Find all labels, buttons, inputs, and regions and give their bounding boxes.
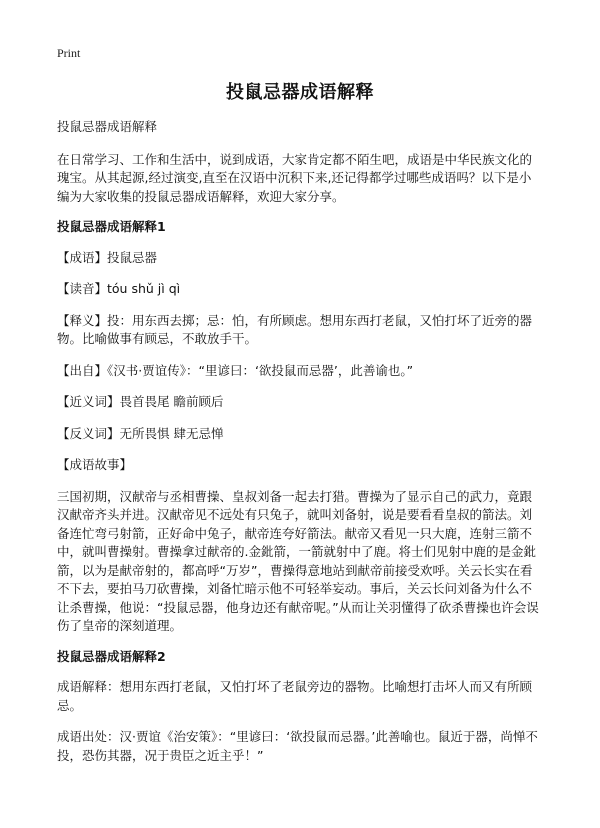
idiom-field: 【成语】投鼠忌器 <box>57 249 158 265</box>
meaning-field: 【释义】投：用东西去掷；忌：怕，有所顾虑。想用东西打老鼠，又怕打坏了近旁的器物。比喻做事有顾忌，不敢放手干。 <box>57 312 533 346</box>
page-title: 投鼠忌器成语解释 <box>226 82 374 103</box>
article-body <box>57 118 543 778</box>
source-field: 【出自】《汉书·贾谊传》：“里谚曰：‘欲投鼠而忌器’，此善谕也。” <box>57 362 414 378</box>
source-paragraph-2: 成语出处：汉·贾谊《治安策》：“里谚曰：‘欲投鼠而忌器。’此善喻也。鼠近于器，尚惮不投，恐伤其器，况于贵臣之近主乎！” <box>57 729 538 763</box>
explanation-paragraph: 成语解释：想用东西打老鼠，又怕打坏了老鼠旁边的器物。比喻想打击坏人而又有所顾忌。 <box>57 679 533 713</box>
story-heading: 【成语故事】 <box>57 457 133 472</box>
article-subtitle: 投鼠忌器成语解释 <box>57 119 158 134</box>
pinyin-field: 【读音】tóu shǔ jì qì <box>57 281 181 296</box>
story-paragraph: 三国初期，汉献帝与丞相曹操、皇叔刘备一起去打猎。曹操为了显示自己的武力，竟跟汉献帝齐头并进。汉献帝见不远处有只兔子，就叫刘备射，说是要看看皇叔的箭法。刘备连忙弯弓射箭，正好命中兔子，献帝连夸好箭法。献帝又看见一只大鹿，连射三箭不中，就叫曹操射。曹操拿过献帝的.金鈚箭，一箭就射中了鹿。将士们见射中鹿的是金鈚箭，以为是献帝射的，都高呼“万岁”，曹操得意地站到献帝前接受欢呼。关云长实在看不下去，要拍马刀砍曹操，刘备忙暗示他不可轻举妄动。事后，关云长问刘备为什么不让杀曹操，他说：“投鼠忌器，他身边还有献帝呢。”从而让关羽懂得了砍杀曹操也许会误伤了皇帝的深刻道理。 <box>57 488 539 633</box>
section-heading-1: 投鼠忌器成语解释1 <box>57 219 166 234</box>
synonyms-field: 【近义词】畏首畏尾 瞻前顾后 <box>57 394 224 409</box>
print-link[interactable]: Print <box>57 46 81 60</box>
intro-paragraph: 在日常学习、工作和生活中，说到成语，大家肯定都不陌生吧，成语是中华民族文化的瑰宝。从其起源,经过演变,直至在汉语中沉积下来,还记得都学过哪些成语吗？以下是小编为大家收集的投鼠忌器成语解释，欢迎大家分享。 <box>57 151 533 204</box>
antonyms-field: 【反义词】无所畏惧 肆无忌惮 <box>57 425 224 441</box>
section-heading-2: 投鼠忌器成语解释2 <box>57 648 166 664</box>
